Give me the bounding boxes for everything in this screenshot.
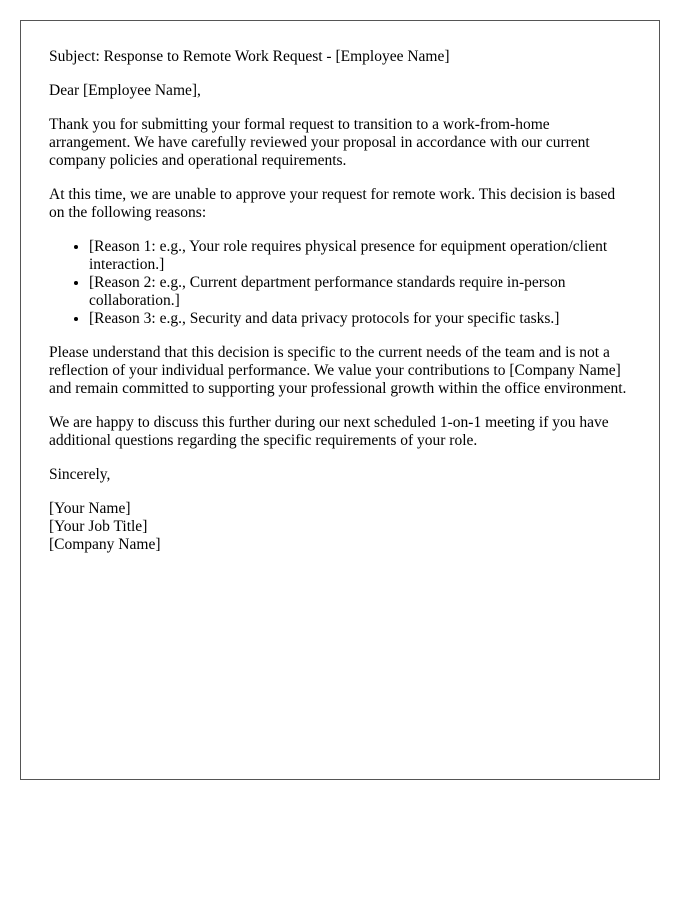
reasons-list xyxy=(49,238,631,328)
subject-line: Subject: Response to Remote Work Request - [Employee Name] xyxy=(49,48,450,65)
body-paragraph-intro: Thank you for submitting your formal request to transition to a work-from-home arrangement. We have carefully reviewed your proposal in accordance with our current company policies and operational requirements. xyxy=(49,116,590,169)
signature-name: [Your Name] xyxy=(49,500,131,517)
body-paragraph-followup: We are happy to discuss this further during our next scheduled 1-on-1 meeting if you have additional questions regarding the specific requirements of your role. xyxy=(49,414,609,449)
reason-item: • [Reason 2: e.g., Current department performance standards require in-person collaboration.] xyxy=(89,274,631,310)
letter-page xyxy=(20,20,660,780)
salutation: Dear [Employee Name], xyxy=(49,82,201,99)
body-paragraph-context: Please understand that this decision is specific to the current needs of the team and is not a reflection of your individual performance. We value your contributions to [Company Name] and remain committed to supporting your professional growth within the office environment. xyxy=(49,344,627,397)
body-paragraph-decision: At this time, we are unable to approve your request for remote work. This decision is based on the following reasons: xyxy=(49,186,616,221)
signature-job-title: [Your Job Title] xyxy=(49,518,148,535)
closing: Sincerely, xyxy=(49,466,111,483)
reason-item: • [Reason 1: e.g., Your role requires physical presence for equipment operation/client interaction.] xyxy=(89,238,631,274)
signature-company: [Company Name] xyxy=(49,536,161,553)
reason-item: • [Reason 3: e.g., Security and data privacy protocols for your specific tasks.] xyxy=(89,310,631,328)
signature-block xyxy=(49,500,631,554)
